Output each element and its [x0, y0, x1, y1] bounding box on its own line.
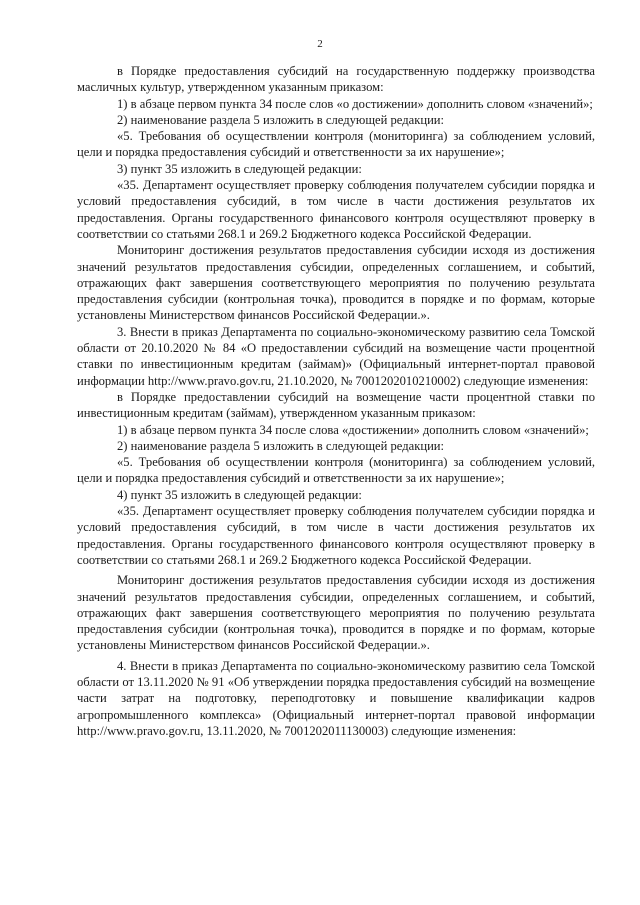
paragraph: 4) пункт 35 изложить в следующей редакции:	[117, 487, 362, 502]
paragraph: в Порядке предоставлении субсидий на возмещение части процентной ставки по инвестиционным кредитам (займам), утвержденном указанным приказом:	[77, 389, 595, 421]
document-body	[77, 63, 595, 739]
paragraph: 3) пункт 35 изложить в следующей редакции:	[117, 161, 362, 176]
paragraph: «35. Департамент осуществляет проверку соблюдения получателем субсидии порядка и условий предоставления субсидий, в том числе в части достижения результатов их предоставления. Органы государственного финансового контроля осуществляют проверку в соответствии со статьями 268.1 и 269.2 Бюджетного кодекса Российской Федерации.	[77, 178, 595, 241]
paragraph: 4. Внести в приказ Департамента по социально-экономическому развитию села Томской области от 13.11.2020 № 91 «Об утверждении порядка предоставления субсидий на возмещение части затрат на подготовку, переподготовку и повышение квалификации кадров агропромышленного комплекса» (Официальный интернет-портал правовой информации http://www.pravo.gov.ru, 13.11.2020, № 7001202011130003) следующие изменения:	[77, 658, 595, 738]
paragraph: Мониторинг достижения результатов предоставления субсидии исходя из достижения значений результатов предоставления субсидии, определенных соглашением, и событий, отражающих факт завершения соответствующего мероприятия по получению результата предоставления субсидии (контрольная точка), проводится в порядке и по формам, которые установлены Министерством финансов Российской Федерации.».	[77, 573, 595, 653]
paragraph: Мониторинг достижения результатов предоставления субсидии исходя из достижения значений результатов предоставления субсидии, определенных соглашением, и событий, отражающих факт завершения соответствующего мероприятия по получению результата предоставления субсидии (контрольная точка), проводится в порядке и по формам, которые установлены Министерством финансов Российской Федерации.».	[77, 243, 595, 323]
paragraph: 2) наименование раздела 5 изложить в следующей редакции:	[117, 112, 445, 127]
paragraph: в Порядке предоставления субсидий на государственную поддержку производства масличных культур, утвержденном указанным приказом:	[77, 64, 595, 95]
page-number: 2	[317, 38, 323, 50]
paragraph: «35. Департамент осуществляет проверку соблюдения получателем субсидии порядка и условий предоставления субсидий, в том числе в части достижения результатов их предоставления. Органы государственного финансового контроля осуществляют проверку в соответствии со статьями 268.1 и 269.2 Бюджетного кодекса Российской Федерации.	[77, 504, 595, 567]
paragraph: 2) наименование раздела 5 изложить в следующей редакции:	[117, 438, 445, 453]
paragraph: 1) в абзаце первом пункта 34 после слов «о достижении» дополнить словом «значений»;	[117, 96, 593, 111]
paragraph: «5. Требования об осуществлении контроля (мониторинга) за соблюдением условий, цели и порядка предоставления субсидий и ответственности за их нарушение»;	[77, 455, 595, 486]
paragraph: 3. Внести в приказ Департамента по социально-экономическому развитию села Томской области от 20.10.2020 № 84 «О предоставлении субсидий на возмещение части процентной ставки по инвестиционным кредитам (займам)» (Официальный интернет-портал правовой информации http://www.pravo.gov.ru, 21.10.2020, № 7001202010210002) следующие изменения:	[77, 324, 595, 388]
paragraph: 1) в абзаце первом пункта 34 после слова «достижении» дополнить словом «значений»;	[117, 422, 589, 437]
paragraph: «5. Требования об осуществлении контроля (мониторинга) за соблюдением условий, цели и порядка предоставления субсидий и ответственности за их нарушение»;	[77, 129, 595, 160]
